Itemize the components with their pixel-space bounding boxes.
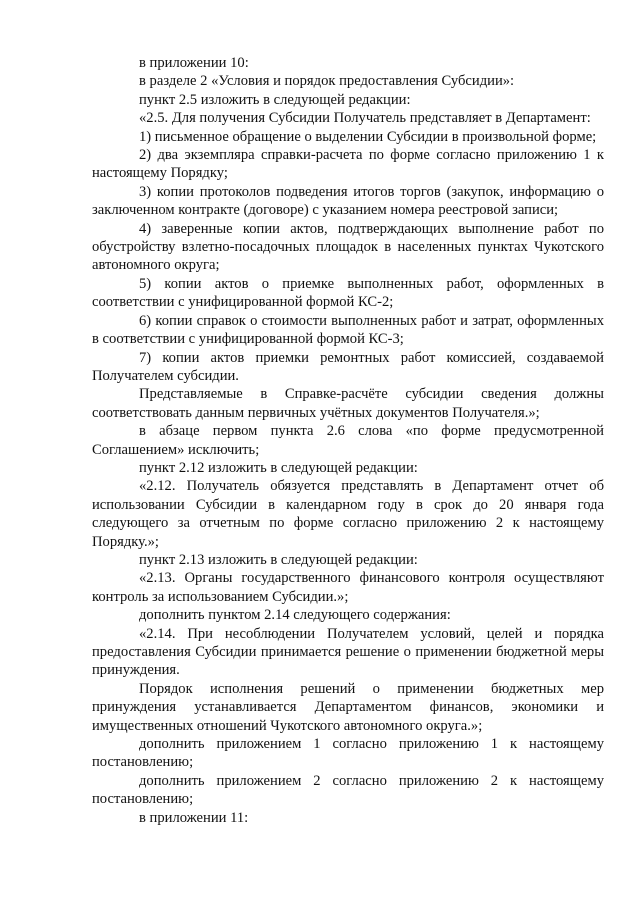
paragraph: «2.14. При несоблюдении Получателем условий, целей и порядка предоставления Субсидии принимается решение о применении бюджетной меры принуждения. [92,625,604,679]
paragraph: Представляемые в Справке-расчёте субсидии сведения должны соответствовать данным первичных учётных документов Получателя.»; [92,386,604,421]
paragraph: дополнить пунктом 2.14 следующего содержания: [139,607,451,624]
paragraph: 3) копии протоколов подведения итогов торгов (закупок, информацию о заключенном контракте (договоре) с указанием номера реестровой записи; [92,183,604,219]
paragraph: в приложении 10: [139,55,249,71]
paragraph: в абзаце первом пункта 2.6 слова «по форме предусмотренной Соглашением» исключить; [92,423,604,458]
paragraph: 1) письменное обращение о выделении Субсидии в произвольной форме; [139,128,597,145]
paragraph: пункт 2.5 изложить в следующей редакции: [139,91,411,108]
paragraph: 6) копии справок о стоимости выполненных работ и затрат, оформленных в соответствии с унифицированной формой КС-3; [92,312,604,348]
paragraph: в приложении 11: [139,809,249,826]
paragraph: Порядок исполнения решений о применении бюджетных мер принуждения устанавливается Департаментом финансов, экономики и имущественных отношений Чукотского автономного округа.»; [92,680,604,734]
paragraph: пункт 2.13 изложить в следующей редакции: [139,551,418,568]
paragraph: дополнить приложением 1 согласно приложению 1 к настоящему постановлению; [92,736,604,771]
paragraph: 7) копии актов приемки ремонтных работ комиссией, создаваемой Получателем субсидии. [92,349,604,384]
paragraph: пункт 2.12 изложить в следующей редакции: [139,459,418,476]
document-body [92,54,604,827]
paragraph: «2.13. Органы государственного финансового контроля осуществляют контроль за использованием Субсидии.»; [92,570,604,605]
paragraph: «2.5. Для получения Субсидии Получатель представляет в Департамент: [139,110,591,127]
paragraph: «2.12. Получатель обязуется представлять в Департамент отчет об использовании Субсидии в календарном году в срок до 20 января года следующего за отчетным по форме согласно приложению 2 к настоящему Порядку.»; [92,478,604,550]
paragraph: в разделе 2 «Условия и порядок предоставления Субсидии»: [139,73,515,90]
paragraph: дополнить приложением 2 согласно приложению 2 к настоящему постановлению; [92,772,604,808]
paragraph: 2) два экземпляра справки-расчета по форме согласно приложению 1 к настоящему Порядку; [92,147,604,182]
paragraph: 5) копии актов о приемке выполненных работ, оформленных в соответствии с унифицированной формой КС-2; [92,275,604,311]
paragraph: 4) заверенные копии актов, подтверждающих выполнение работ по обустройству взлетно-посадочных площадок в населенных пунктах Чукотского автономного округа; [92,220,604,274]
